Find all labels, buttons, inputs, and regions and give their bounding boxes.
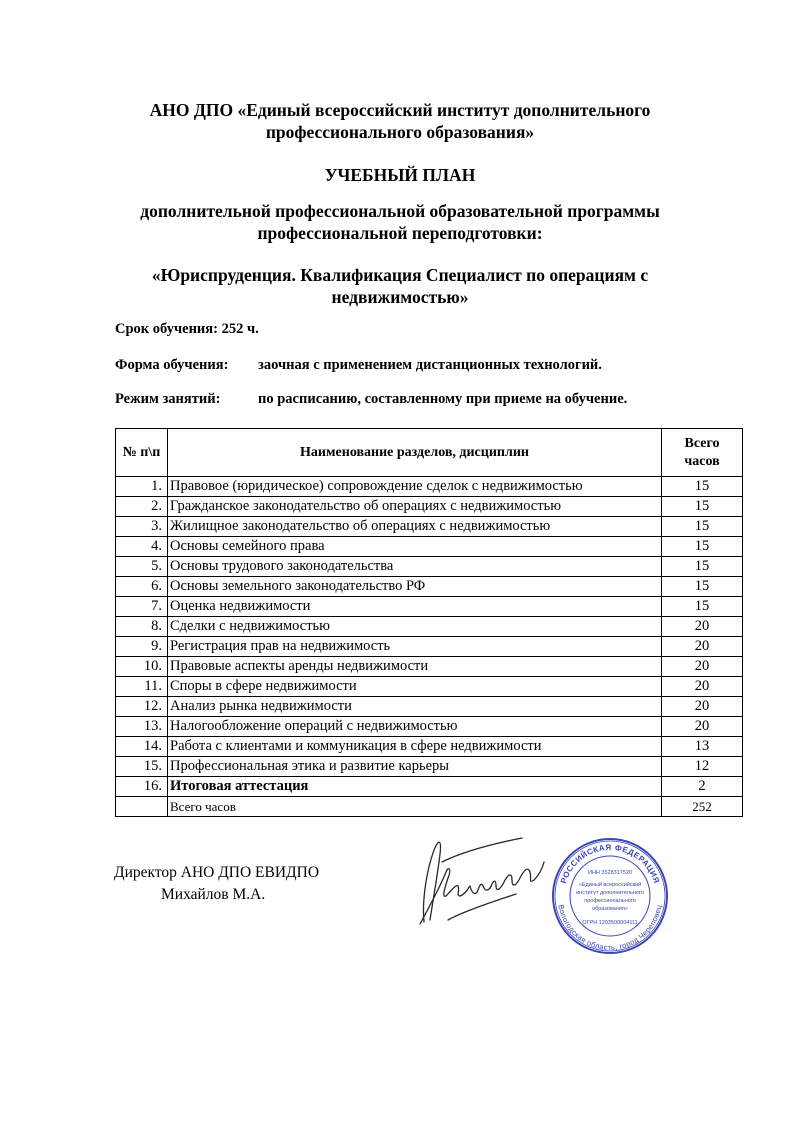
- row-discipline: Работа с клиентами и коммуникация в сфере недвижимости: [168, 737, 662, 757]
- table-row: [116, 597, 743, 617]
- organization-seal: [550, 836, 670, 956]
- header-hours-line-2: часов: [684, 453, 720, 469]
- total-empty-cell: [116, 797, 168, 817]
- row-discipline: Жилищное законодательство об операциях с недвижимостью: [168, 517, 662, 537]
- table-row: [116, 737, 743, 757]
- curriculum-table: [115, 428, 743, 817]
- organization-name: [0, 99, 800, 143]
- document-title: УЧЕБНЫЙ ПЛАН: [324, 165, 476, 185]
- seal-ogrn: ОГРН 1203500004111: [582, 920, 638, 926]
- row-number: 4.: [116, 537, 168, 557]
- row-hours: 15: [662, 537, 743, 557]
- row-number: 13.: [116, 717, 168, 737]
- row-hours: 15: [662, 557, 743, 577]
- row-number: 15.: [116, 757, 168, 777]
- director-signature-block: [114, 862, 319, 906]
- row-number: 14.: [116, 737, 168, 757]
- row-number: 5.: [116, 557, 168, 577]
- row-number: 8.: [116, 617, 168, 637]
- study-term: Срок обучения: 252 ч.: [115, 321, 259, 337]
- table-row: [116, 577, 743, 597]
- row-discipline: Основы земельного законодательство РФ: [168, 577, 662, 597]
- table-row: [116, 717, 743, 737]
- row-hours: 20: [662, 677, 743, 697]
- study-mode-value: по расписанию, составленному при приеме на обучение.: [258, 391, 628, 407]
- header-hours-line-1: Всего: [684, 435, 720, 451]
- study-form: [115, 357, 602, 374]
- table-row: [116, 777, 743, 797]
- seal-inn: ИНН 3528317520: [587, 870, 633, 876]
- table-row: [116, 677, 743, 697]
- row-number: 3.: [116, 517, 168, 537]
- table-row: [116, 657, 743, 677]
- organization-line-2: профессионального образования»: [265, 122, 535, 142]
- row-discipline: Основы семейного права: [168, 537, 662, 557]
- row-discipline: Налогообложение операций с недвижимостью: [168, 717, 662, 737]
- row-number: 1.: [116, 477, 168, 497]
- table-row: [116, 757, 743, 777]
- table-row: [116, 537, 743, 557]
- row-discipline: Гражданское законодательство об операциях с недвижимостью: [168, 497, 662, 517]
- row-hours: 20: [662, 617, 743, 637]
- row-hours: 15: [662, 597, 743, 617]
- seal-center-line-4: образования»: [592, 906, 628, 912]
- row-hours: 20: [662, 697, 743, 717]
- program-type-line-2: профессиональной переподготовки:: [257, 223, 543, 243]
- seal-center-line-3: профессионального: [584, 898, 636, 904]
- program-name-line-2: недвижимостью»: [331, 287, 469, 307]
- header-number: № п\п: [116, 429, 168, 477]
- row-hours: 20: [662, 717, 743, 737]
- row-number: 2.: [116, 497, 168, 517]
- curriculum-table-body: [116, 477, 743, 817]
- row-discipline: Основы трудового законодательства: [168, 557, 662, 577]
- row-hours: 13: [662, 737, 743, 757]
- row-discipline: Анализ рынка недвижимости: [168, 697, 662, 717]
- table-row: [116, 697, 743, 717]
- table-row: [116, 497, 743, 517]
- row-number: 7.: [116, 597, 168, 617]
- table-row: [116, 617, 743, 637]
- row-number: 6.: [116, 577, 168, 597]
- row-hours: 20: [662, 637, 743, 657]
- row-discipline: Профессиональная этика и развитие карьеры: [168, 757, 662, 777]
- handwritten-signature: [412, 832, 547, 927]
- row-hours: 15: [662, 577, 743, 597]
- row-discipline: Регистрация прав на недвижимость: [168, 637, 662, 657]
- study-form-value: заочная с применением дистанционных технологий.: [258, 357, 602, 373]
- program-name: [0, 264, 800, 308]
- row-number: 10.: [116, 657, 168, 677]
- row-number: 16.: [116, 777, 168, 797]
- row-hours: 15: [662, 497, 743, 517]
- row-number: 9.: [116, 637, 168, 657]
- seal-center-line-2: институт дополнительного: [576, 890, 644, 896]
- table-header-row: [116, 429, 743, 477]
- row-number: 11.: [116, 677, 168, 697]
- row-discipline: Оценка недвижимости: [168, 597, 662, 617]
- row-discipline: Правовое (юридическое) сопровождение сделок с недвижимостью: [168, 477, 662, 497]
- program-name-line-1: «Юриспруденция. Квалификация Специалист по операциям с: [151, 265, 649, 285]
- organization-line-1: АНО ДПО «Единый всероссийский институт дополнительного: [149, 100, 651, 120]
- program-type-line-1: дополнительной профессиональной образовательной программы: [140, 201, 660, 221]
- header-discipline: Наименование разделов, дисциплин: [168, 429, 662, 477]
- row-number: 12.: [116, 697, 168, 717]
- seal-center-line-1: «Единый всероссийский: [578, 882, 642, 888]
- row-hours: 12: [662, 757, 743, 777]
- table-row: [116, 637, 743, 657]
- study-mode-label: Режим занятий:: [115, 391, 221, 407]
- header-hours: [662, 429, 743, 477]
- row-discipline: Сделки с недвижимостью: [168, 617, 662, 637]
- row-hours: 15: [662, 477, 743, 497]
- total-label: Всего часов: [168, 797, 662, 817]
- table-row: [116, 557, 743, 577]
- director-title: Директор АНО ДПО ЕВИДПО: [114, 864, 320, 881]
- row-discipline: Итоговая аттестация: [168, 777, 662, 797]
- seal-outer-text: РОССИЙСКАЯ ФЕДЕРАЦИЯ: [558, 842, 662, 885]
- total-hours: 252: [662, 797, 743, 817]
- director-name: Михайлов М.А.: [161, 886, 266, 903]
- seal-bottom-text: Вологодская область, город Череповец: [556, 903, 664, 953]
- row-discipline: Споры в сфере недвижимости: [168, 677, 662, 697]
- program-type: [0, 200, 800, 244]
- row-hours: 2: [662, 777, 743, 797]
- study-form-label: Форма обучения:: [115, 357, 229, 373]
- table-row: [116, 517, 743, 537]
- row-hours: 20: [662, 657, 743, 677]
- table-total-row: [116, 797, 743, 817]
- table-row: [116, 477, 743, 497]
- study-mode: [115, 391, 628, 408]
- row-hours: 15: [662, 517, 743, 537]
- row-discipline: Правовые аспекты аренды недвижимости: [168, 657, 662, 677]
